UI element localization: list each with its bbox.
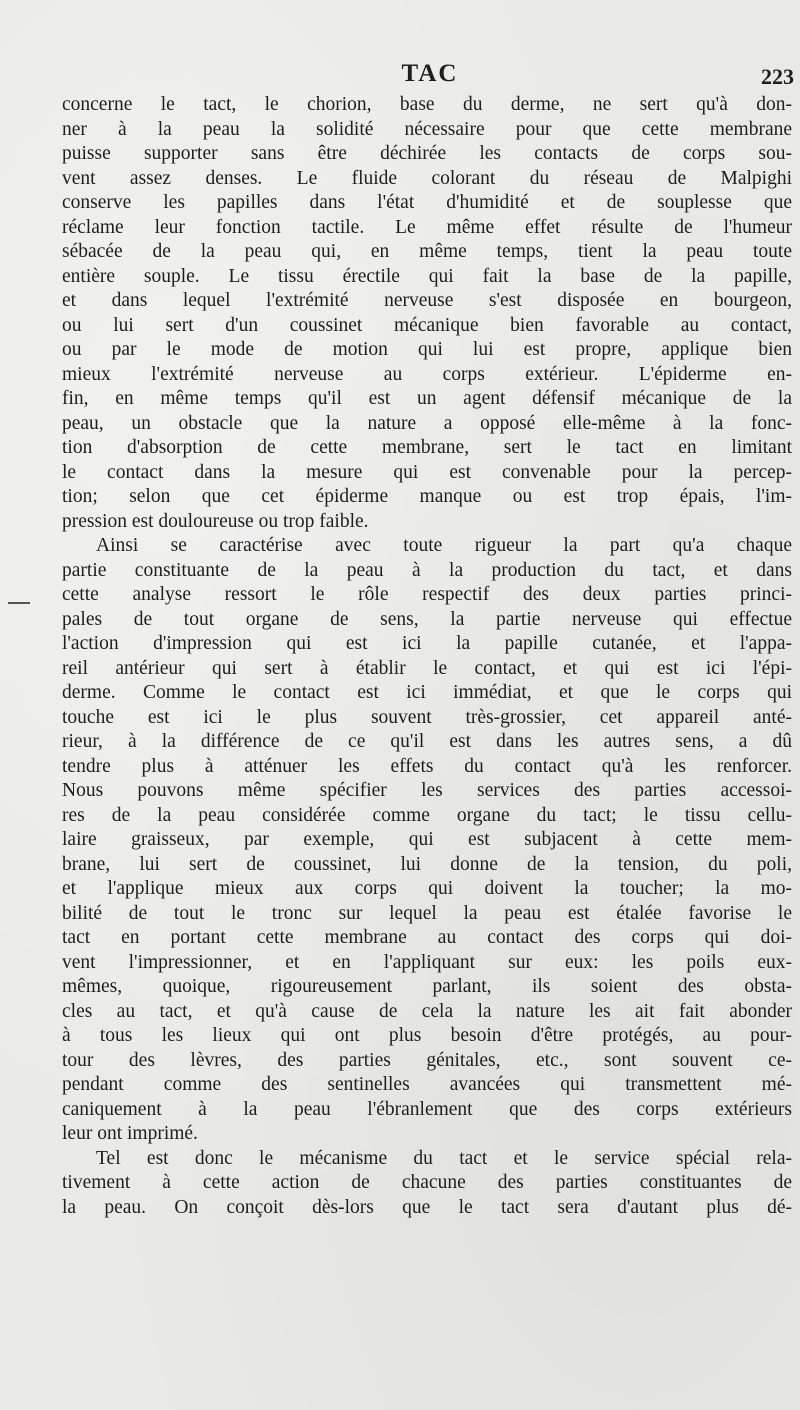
- text-line: l'action d'impression qui est ici la papille cutanée, et l'appa-: [62, 633, 792, 654]
- paragraph-start: Ainsi se caractérise avec toute rigueur la part qu'a chaque: [96, 535, 792, 556]
- text-line: peau, un obstacle que la nature a opposé elle-même à la fonc-: [62, 412, 792, 434]
- text-line: tendre plus à atténuer les effets du contact qu'à les renforcer.: [62, 755, 792, 777]
- text-line: ner à la peau la solidité nécessaire pour que cette membrane: [62, 118, 792, 140]
- text-line: tion d'absorption de cette membrane, sert le tact en limitant: [62, 437, 792, 458]
- text-line: touche est ici le plus souvent très-grossier, cet appareil anté-: [62, 706, 792, 728]
- text-line: à tous les lieux qui ont plus besoin d'être protégés, au pour-: [62, 1025, 792, 1046]
- text-line: caniquement à la peau l'ébranlement que des corps extérieurs: [62, 1098, 792, 1120]
- text-line: bilité de tout le tronc sur lequel la peau est étalée favorise le: [62, 902, 792, 924]
- text-line: conserve les papilles dans l'état d'humidité et de souplesse que: [62, 192, 792, 213]
- text-line: rieur, à la différence de ce qu'il est dans les autres sens, a dû: [62, 731, 792, 752]
- running-head: TAC: [401, 60, 459, 87]
- text-line: mieux l'extrémité nerveuse au corps extérieur. L'épiderme en-: [62, 363, 792, 385]
- text-line: leur ont imprimé.: [62, 1123, 198, 1144]
- text-line: ou par le mode de motion qui lui est propre, applique bien: [62, 339, 792, 360]
- text-line: mêmes, quoique, rigoureusement parlant, ils soient des obsta-: [62, 976, 792, 997]
- text-line: pales de tout organe de sens, la partie nerveuse qui effectue: [62, 608, 792, 630]
- text-line: le contact dans la mesure qui est convenable pour la percep-: [62, 461, 792, 483]
- text-line: puisse supporter sans être déchirée les contacts de corps sou-: [62, 143, 792, 164]
- page-number: 223: [761, 64, 794, 89]
- text-line: vent l'impressionner, et en l'appliquant sur eux: les poils eux-: [62, 951, 792, 973]
- text-line: cles au tact, et qu'à cause de cela la nature les ait fait abonder: [62, 1000, 792, 1022]
- margin-mark: [8, 602, 30, 604]
- text-line: concerne le tact, le chorion, base du derme, ne sert qu'à don-: [62, 94, 792, 115]
- text-line: tact en portant cette membrane au contact des corps qui doi-: [62, 927, 792, 948]
- text-line: reil antérieur qui sert à établir le contact, et qui est ici l'épi-: [62, 657, 792, 679]
- text-line: vent assez denses. Le fluide colorant du réseau de Malpighi: [62, 167, 792, 189]
- text-line: derme. Comme le contact est ici immédiat, et que le corps qui: [62, 682, 792, 703]
- text-line: fin, en même temps qu'il est un agent défensif mécanique de la: [62, 388, 792, 409]
- text-line: sébacée de la peau qui, en même temps, tient la peau toute: [62, 241, 792, 262]
- text-line: laire graisseux, par exemple, qui est subjacent à cette mem-: [62, 829, 792, 850]
- text-line: et dans lequel l'extrémité nerveuse s'est disposée en bourgeon,: [62, 290, 792, 311]
- text-line: et l'applique mieux aux corps qui doivent la toucher; la mo-: [62, 878, 792, 899]
- text-line: brane, lui sert de coussinet, lui donne de la tension, du poli,: [62, 853, 792, 875]
- text-line: cette analyse ressort le rôle respectif des deux parties princi-: [62, 584, 792, 605]
- text-line: tivement à cette action de chacune des parties constituantes de: [62, 1172, 792, 1193]
- body-text: [62, 93, 792, 1220]
- page-header: [60, 56, 800, 92]
- text-line: Nous pouvons même spécifier les services des parties accessoi-: [62, 780, 792, 801]
- text-line: réclame leur fonction tactile. Le même effet résulte de l'humeur: [62, 216, 792, 238]
- text-line: res de la peau considérée comme organe du tact; le tissu cellu-: [62, 804, 792, 826]
- text-line: pression est douloureuse ou trop faible.: [62, 510, 369, 532]
- text-line: ou lui sert d'un coussinet mécanique bien favorable au contact,: [62, 314, 792, 336]
- text-line: tour des lèvres, des parties génitales, etc., sont souvent ce-: [62, 1049, 792, 1071]
- text-line: la peau. On conçoit dès-lors que le tact sera d'autant plus dé-: [62, 1196, 792, 1218]
- text-line: pendant comme des sentinelles avancées qui transmettent mé-: [62, 1074, 792, 1095]
- text-line: tion; selon que cet épiderme manque ou est trop épais, l'im-: [62, 486, 792, 507]
- paragraph-start: Tel est donc le mécanisme du tact et le service spécial rela-: [96, 1147, 792, 1169]
- text-line: partie constituante de la peau à la production du tact, et dans: [62, 559, 792, 581]
- text-line: entière souple. Le tissu érectile qui fait la base de la papille,: [62, 265, 792, 287]
